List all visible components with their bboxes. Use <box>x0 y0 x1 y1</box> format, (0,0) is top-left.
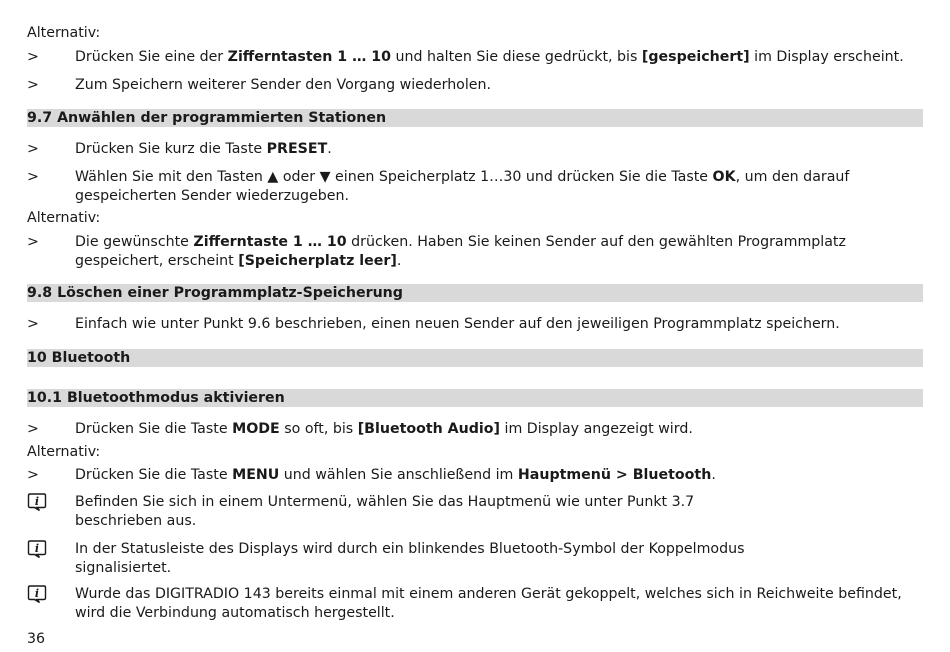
bullet-marker: > <box>27 141 39 157</box>
section-heading-9-8: 9.8 Löschen einer Programmplatz-Speicherung <box>27 284 923 302</box>
svg-text:i: i <box>34 495 40 508</box>
alternative-label: Alternativ: <box>27 444 101 460</box>
section-heading-9-7: 9.7 Anwählen der programmierten Stationen <box>27 109 923 127</box>
svg-text:i: i <box>34 542 40 555</box>
alternative-label: Alternativ: <box>27 210 101 226</box>
list-item: > Drücken Sie die Taste MODE so oft, bis [Bluetooth Audio] im Display angezeigt wird. <box>27 421 693 437</box>
list-item: > Drücken Sie eine der Zifferntasten 1 … 10 und halten Sie diese gedrückt, bis [gespeichert] im Display erscheint. <box>27 49 904 65</box>
list-item: > Wählen Sie mit den Tasten ▲ oder ▼ einen Speicherplatz 1…30 und drücken Sie die Taste OK, um den darauf gespeicherten Sender wiederzugeben. <box>27 169 850 204</box>
bullet-marker: > <box>27 467 39 483</box>
alternative-label: Alternativ: <box>27 25 101 41</box>
svg-text:i: i <box>34 587 40 600</box>
list-item: > Die gewünschte Zifferntaste 1 … 10 drücken. Haben Sie keinen Sender auf den gewählten Programmplatz gespeichert, erscheint [Speicherplatz leer]. <box>27 234 846 269</box>
list-item: > Einfach wie unter Punkt 9.6 beschrieben, einen neuen Sender auf den jeweiligen Programmplatz speichern. <box>27 316 840 332</box>
bullet-marker: > <box>27 49 39 65</box>
info-note: i In der Statusleiste des Displays wird durch ein blinkendes Bluetooth-Symbol der Koppelmodus signalisiertet. <box>27 540 927 577</box>
section-heading-10: 10 Bluetooth <box>27 349 923 367</box>
bullet-marker: > <box>27 234 39 250</box>
bullet-marker: > <box>27 77 39 93</box>
section-heading-10-1: 10.1 Bluetoothmodus aktivieren <box>27 389 923 407</box>
info-note: i Befinden Sie sich in einem Untermenü, wählen Sie das Hauptmenü wie unter Punkt 3.7 beschrieben aus. <box>27 493 927 530</box>
info-note: i Wurde das DIGITRADIO 143 bereits einmal mit einem anderen Gerät gekoppelt, welches sich in Reichweite befindet, wird die Verbindung automatisch hergestellt. <box>27 585 927 622</box>
bullet-marker: > <box>27 421 39 437</box>
list-item: > Drücken Sie kurz die Taste PRESET. <box>27 141 332 157</box>
list-item: > Zum Speichern weiterer Sender den Vorgang wiederholen. <box>27 77 492 93</box>
bullet-marker: > <box>27 169 39 185</box>
page-number: 36 <box>27 631 46 647</box>
info-icon <box>27 584 47 604</box>
list-item: > Drücken Sie die Taste MENU und wählen Sie anschließend im Hauptmenü > Bluetooth. <box>27 467 716 483</box>
info-icon <box>27 539 47 559</box>
bullet-marker: > <box>27 316 39 332</box>
info-icon <box>27 492 47 512</box>
